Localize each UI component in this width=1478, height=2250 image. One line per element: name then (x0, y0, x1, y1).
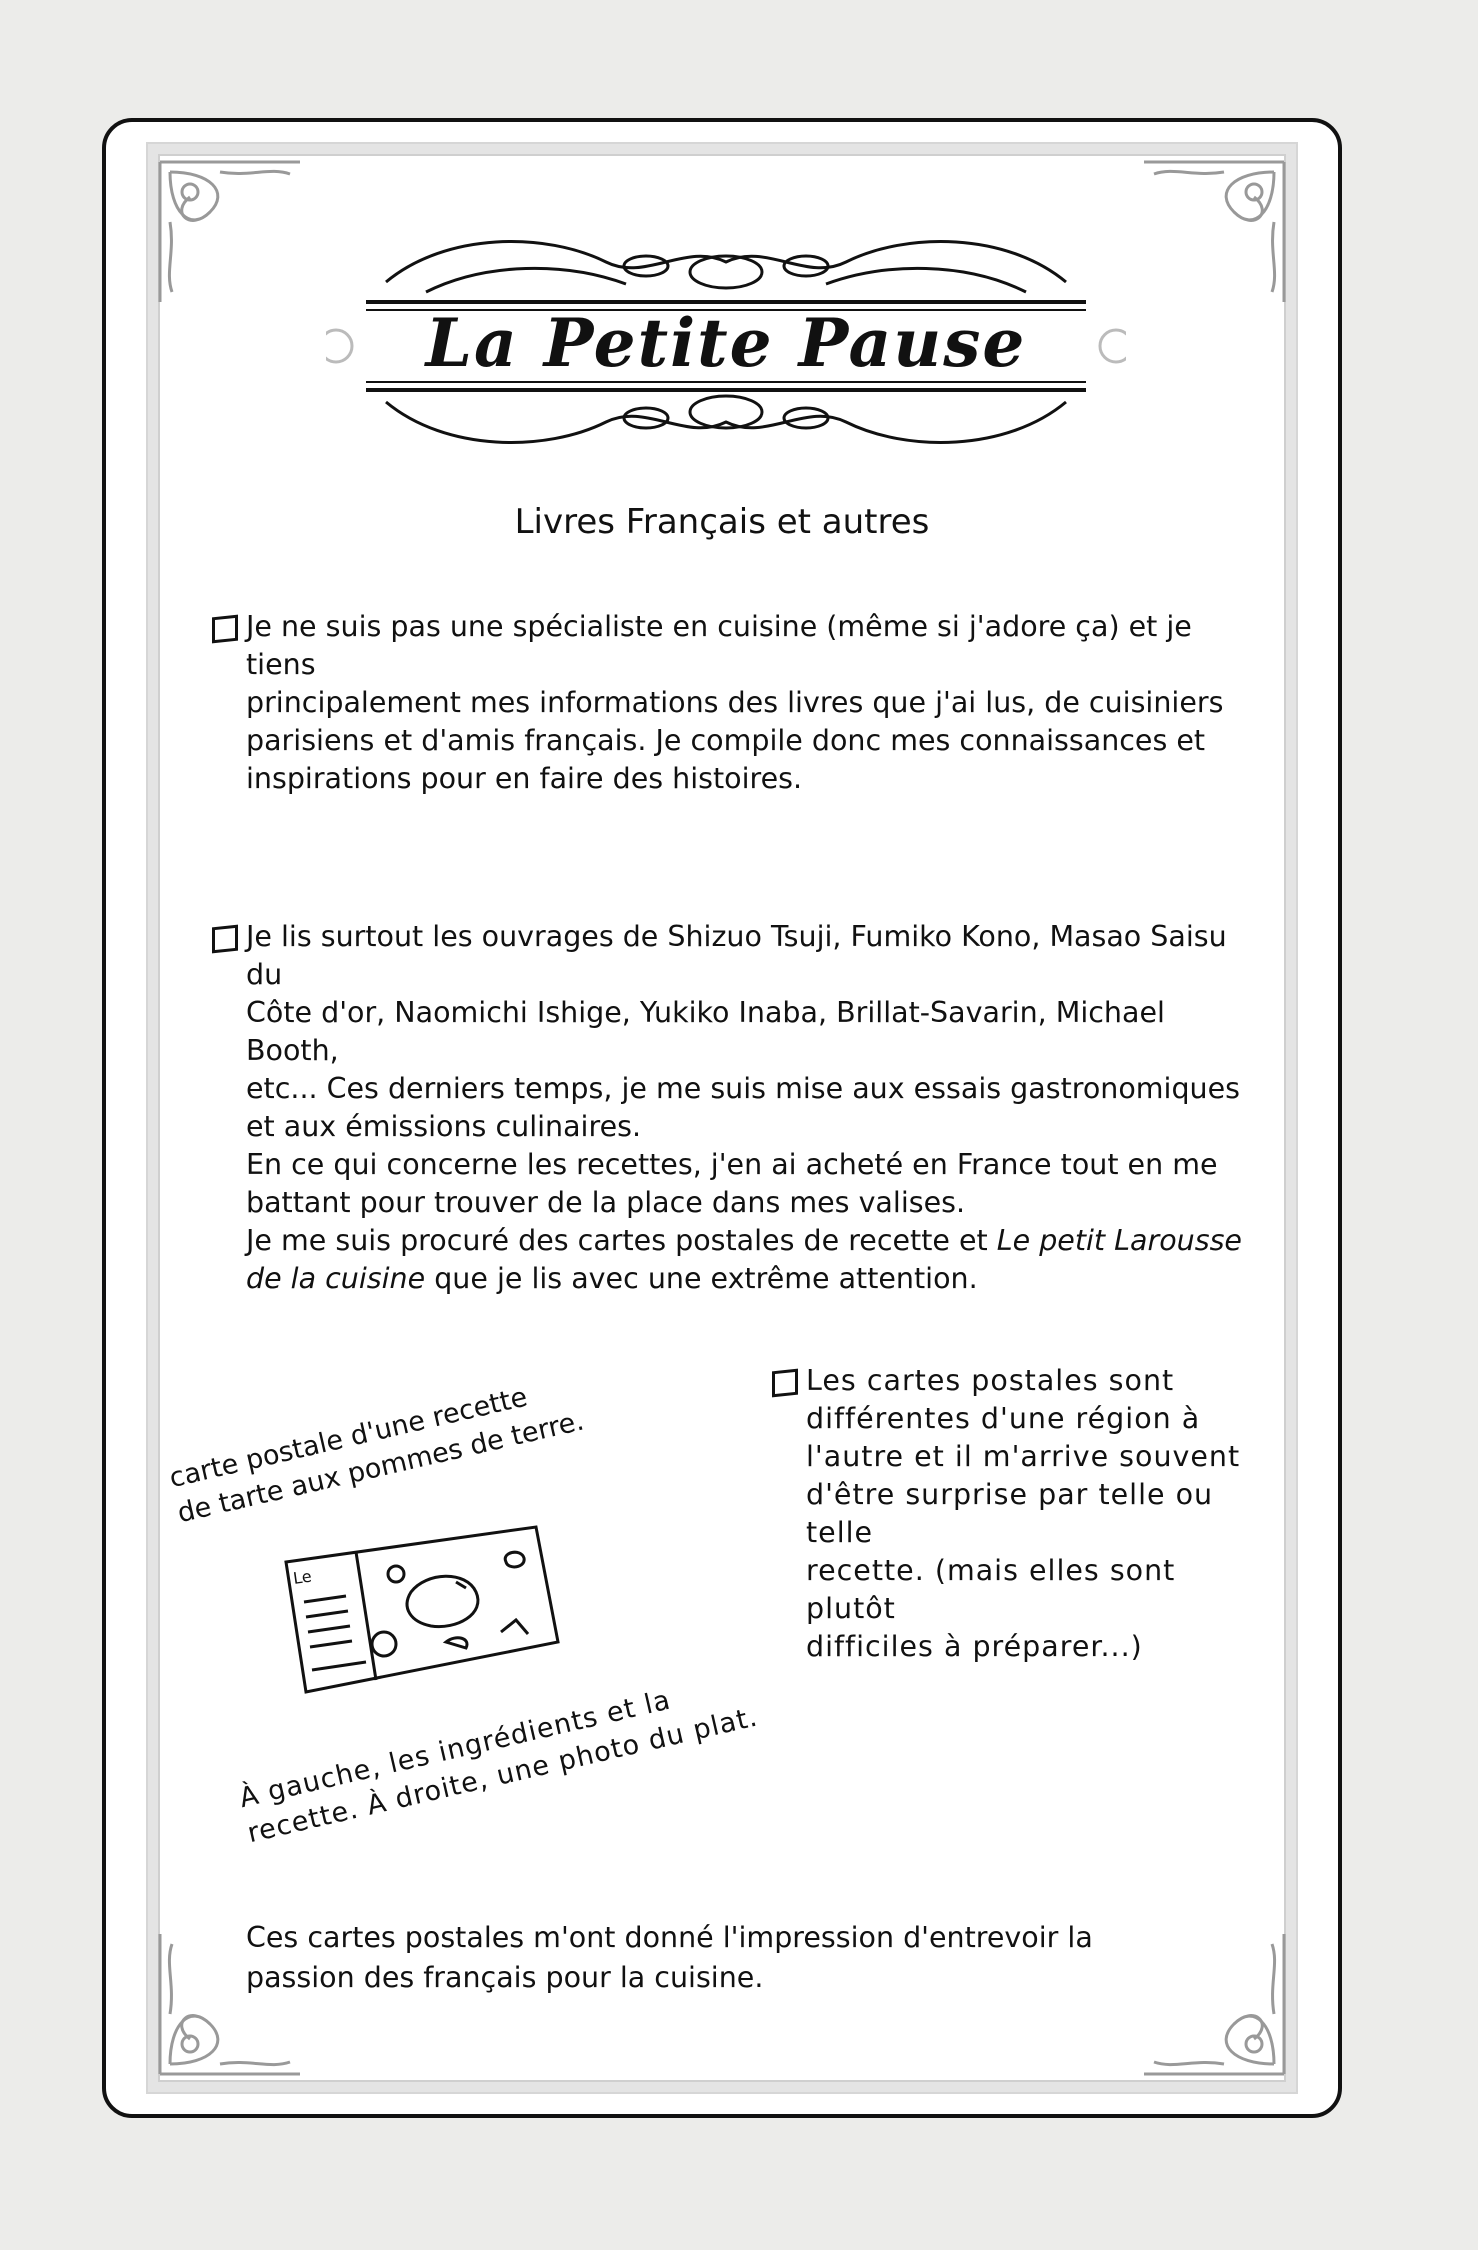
page-card (102, 118, 1342, 2118)
note-item (806, 1362, 1256, 1666)
postcard-sketch-icon (276, 1522, 566, 1702)
book-title: Le petit Larousse de la cuisine (246, 1224, 1242, 1295)
note-text: Je ne suis pas une spécialiste en cuisine (même si j'adore ça) et je tiens principalement mes informations des livres que j'ai lus, de cuisiniers parisiens et d'amis français. Je compile donc mes connaissances et inspirations pour en faire des histoires. (246, 610, 1224, 795)
note-item (246, 608, 1256, 798)
postcard-label: Le (291, 1566, 313, 1588)
note-text: Je lis surtout les ouvrages de Shizuo Tsuji, Fumiko Kono, Masao Saisu du Côte d'or, Naomichi Ishige, Yukiko Inaba, Brillat-Savarin, Michael Booth, etc... Ces derniers temps, je me suis mise aux essais gastronomiques et aux émissions culinaires. En ce qui concerne les recettes, j'en ai acheté en France tout en me battant pour trouver de la place dans mes valises. (246, 920, 1240, 1219)
banner-title: La Petite Pause (425, 304, 1027, 382)
closing-text: Ces cartes postales m'ont donné l'impression d'entrevoir la passion des français pour la cuisine. (246, 1921, 1093, 1994)
note-item (246, 918, 1256, 1298)
checkbox-bullet-icon (212, 925, 238, 954)
checkbox-bullet-icon (212, 615, 238, 644)
page-subtitle: Livres Français et autres (514, 502, 930, 542)
corner-ornament-icon (150, 152, 310, 312)
corner-ornament-icon (1134, 152, 1294, 312)
checkbox-bullet-icon (772, 1369, 798, 1398)
illustration-caption-bottom: À gauche, les ingrédients et la recette. À droite, une photo du plat. (236, 1684, 761, 1850)
note-text-continued: Je me suis procuré des cartes postales de recette et Le petit Larousse de la cuisine que je lis avec une extrême attention. (246, 1224, 1242, 1295)
note-text: Les cartes postales sont différentes d'une région à l'autre et il m'arrive souvent d'être surprise par telle ou telle recette. (mais elles sont plutôt difficiles à préparer...) (806, 1364, 1241, 1663)
title-banner (326, 222, 1126, 462)
illustration-caption-top: carte postale d'une recette de tarte aux pommes de terre. (166, 1381, 587, 1530)
